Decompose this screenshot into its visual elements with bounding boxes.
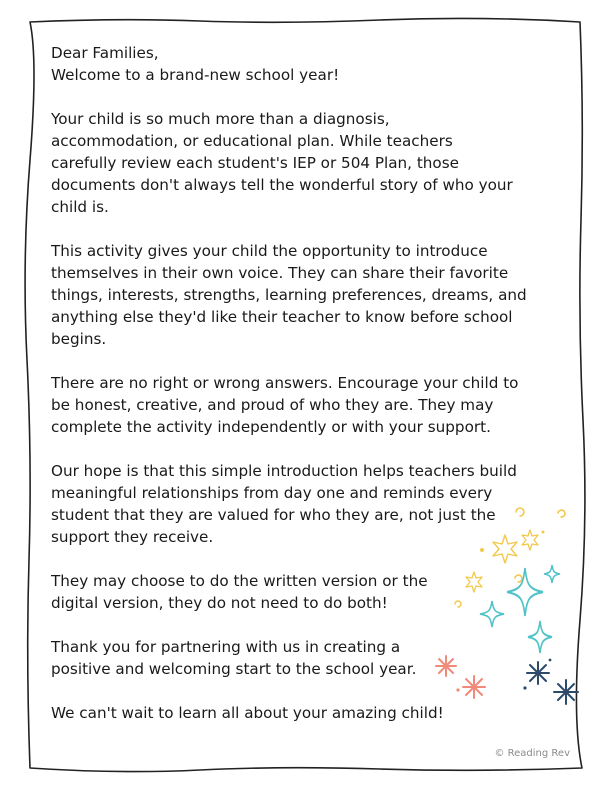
paragraph-1 (51, 108, 551, 218)
paragraph-line: themselves in their own voice. They can share their favorite (51, 264, 509, 282)
welcome-line: Welcome to a brand-new school year! (51, 66, 340, 84)
paragraph-line: anything else they'd like their teacher to know before school (51, 308, 513, 326)
letter-body (51, 42, 551, 746)
paragraph-line: be honest, creative, and proud of who they are. They may (51, 396, 494, 414)
greeting-block (51, 42, 551, 86)
paragraph-line: positive and welcoming start to the school year. (51, 660, 417, 678)
paragraph-line: begins. (51, 330, 107, 348)
paragraph-line: Our hope is that this simple introduction helps teachers build (51, 462, 517, 480)
paragraph-2 (51, 240, 551, 350)
paragraph-line: documents don't always tell the wonderful story of who your (51, 176, 513, 194)
greeting: Dear Families, (51, 44, 159, 62)
closing-line: We can't wait to learn all about your amazing child! (51, 704, 444, 722)
paragraph-line: They may choose to do the written version or the (51, 572, 428, 590)
paragraph-6 (51, 636, 551, 680)
paragraph-3 (51, 372, 551, 438)
paragraph-line: complete the activity independently or with your support. (51, 418, 491, 436)
paragraph-line: carefully review each student's IEP or 504 Plan, those (51, 154, 459, 172)
copyright-notice: © Reading Rev (494, 748, 570, 759)
paragraph-line: This activity gives your child the opportunity to introduce (51, 242, 488, 260)
paragraph-line: child is. (51, 198, 109, 216)
paragraph-line: There are no right or wrong answers. Encourage your child to (51, 374, 519, 392)
paragraph-line: digital version, they do not need to do both! (51, 594, 388, 612)
paragraph-line: accommodation, or educational plan. While teachers (51, 132, 453, 150)
paragraph-line: things, interests, strengths, learning preferences, dreams, and (51, 286, 527, 304)
paragraph-line: student that they are valued for who they are, not just the (51, 506, 496, 524)
paragraph-line: meaningful relationships from day one and reminds every (51, 484, 493, 502)
paragraph-4 (51, 460, 551, 548)
paragraph-line: Your child is so much more than a diagnosis, (51, 110, 390, 128)
paragraph-line: support they receive. (51, 528, 214, 546)
paragraph-5 (51, 570, 551, 614)
closing-block (51, 702, 551, 724)
paragraph-line: Thank you for partnering with us in creating a (51, 638, 401, 656)
